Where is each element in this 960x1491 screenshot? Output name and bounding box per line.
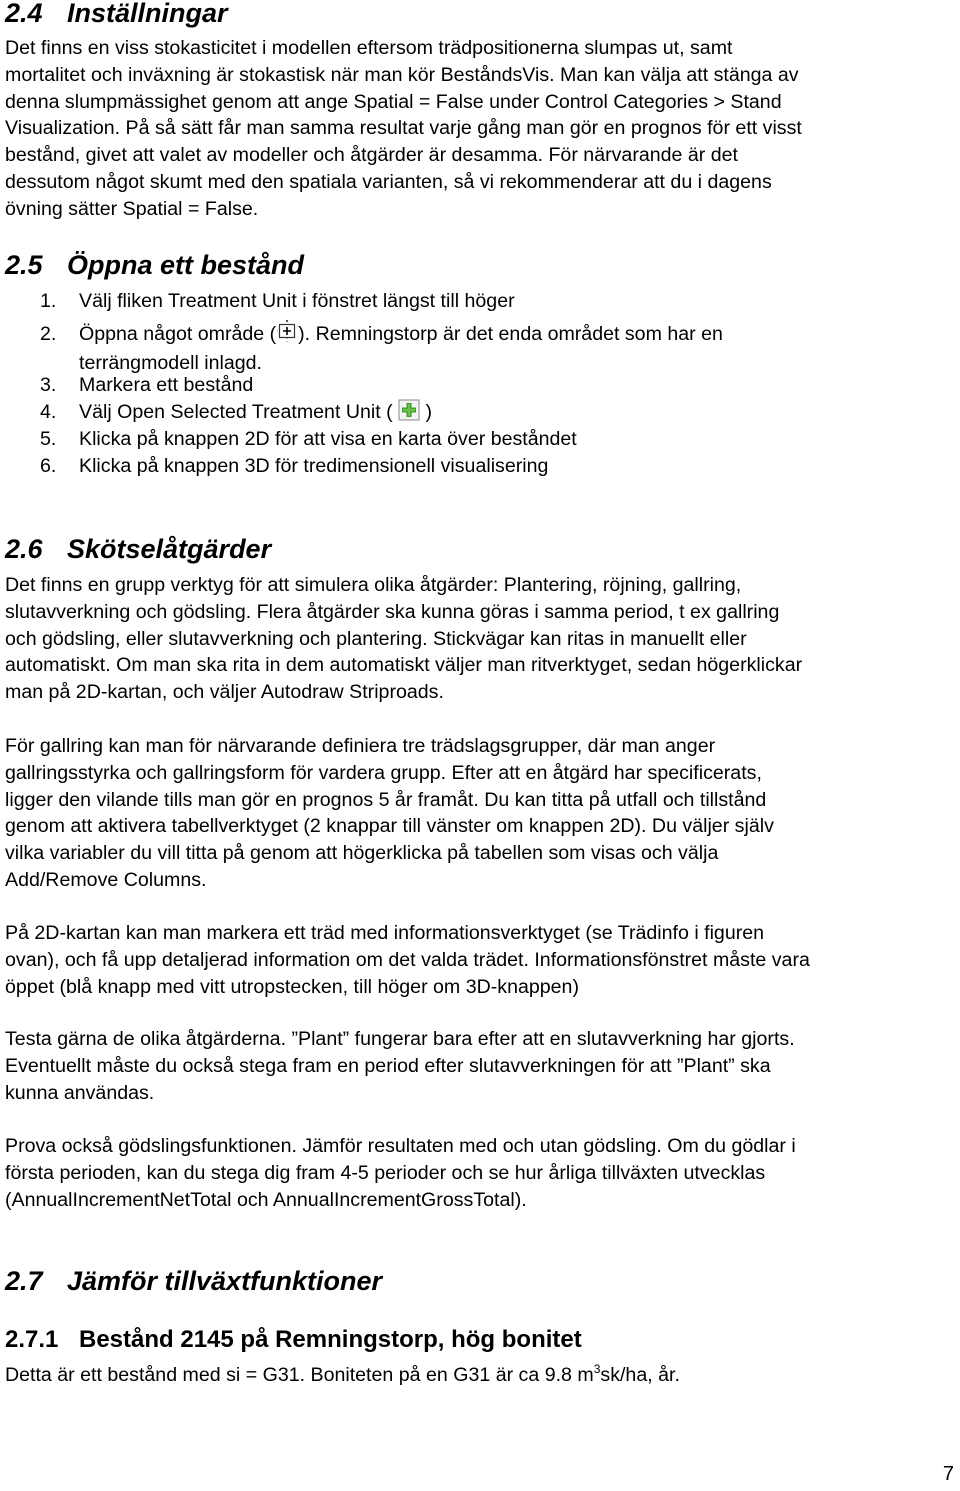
list-item: 5. Klicka på knappen 2D för att visa en karta över beståndet [40,428,577,450]
paragraph-plant: Testa gärna de olika åtgärderna. ”Plant” fungerar bara efter att en slutavverkning har gjorts. Eventuellt måste du också stega fram en period efter slutavverkningen för att ”Plant” ska kunna användas. [5,1028,795,1104]
list-item: 3. Markera ett bestånd [40,374,254,396]
expand-tree-icon [276,319,298,350]
heading-2-7-1: 2.7.1 Bestånd 2145 på Remningstorp, hög bonitet [5,1326,582,1353]
list-item: 2. Öppna något område ( ). Remningstorp är det enda området som har en terrängmodell inlagd. [40,319,723,376]
paragraph-stand-2145: Detta är ett bestånd med si = G31. Boniteten på en G31 är ca 9.8 $m^3sk/ha$, år. [5,1362,680,1386]
paragraph-fertilization: Prova också gödslingsfunktionen. Jämför resultaten med och utan gödsling. Om du gödlar i första perioden, kan du stega dig fram 4-5 perioder och se hur årliga tillväxten utvecklas (AnnualIncrementNetTotal och AnnualIncrementGrossTotal). [5,1135,796,1211]
paragraph-treatments: Det finns en grupp verktyg för att simulera olika åtgärder: Plantering, röjning, gallring, slutavverkning och gödsling. Flera åtgärder ska kunna göras i samma period, t ex gallring och gödsling, eller slutavverkning och plantering. Stickvägar kan ritas in manuellt eller automatiskt. Om man ska rita in dem automatiskt väljer man ritverktyget, sedan högerklickar man på 2D-kartan, och väljer Autodraw Striproads. [5,574,803,704]
heading-2-4: 2.4 Inställningar [5,0,228,28]
list-item: 1. Välj fliken Treatment Unit i fönstret längst till höger [40,290,515,312]
list-item: 6. Klicka på knappen 3D för tredimensionell visualisering [40,455,549,477]
page-number: 7 [942,1463,954,1485]
paragraph-settings: Det finns en viss stokasticitet i modellen eftersom trädpositionerna slumpas ut, samt mortalitet och inväxning är stokastisk när man kör BeståndsVis. Man kan välja att stänga av denna slumpmässighet genom att ange Spatial = False under Control Categories > Stand Visualization. På så sätt får man samma resultat varje gång man gör en prognos för ett visst bestånd, givet att valet av modeller och åtgärder är desamma. För närvarande är det dessutom något skumt med den spatiala varianten, så vi rekommenderar att du i dagens övning sätter Spatial = False. [5,37,802,220]
heading-2-6: 2.6 Skötselåtgärder [5,534,272,564]
heading-2-7: 2.7 Jämför tillväxtfunktioner [5,1266,383,1296]
list-item: 4. Välj Open Selected Treatment Unit ( ) [40,399,432,428]
green-plus-icon [398,399,420,428]
paragraph-tree-info: På 2D-kartan kan man markera ett träd med informationsverktyget (se Trädinfo i figuren ovan), och få upp detaljerad information om det valda trädet. Informationsfönstret måste vara öppet (blå knapp med vitt utropstecken, till höger om 3D-knappen) [5,922,810,998]
paragraph-thinning: För gallring kan man för närvarande definiera tre trädslagsgrupper, där man anger gallringsstyrka och gallringsform för vardera grupp. Efter att en åtgärd har specificerats, ligger den vilande tills man gör en prognos 5 år framåt. Du kan titta på utfall och tillstånd genom att aktivera tabellverktyget (2 knappar till vänster om knappen 2D). Du väljer själv vilka variabler du vill titta på genom att högerklicka på tabellen som visas och välja Add/Remove Columns. [5,735,774,891]
heading-2-5: 2.5 Öppna ett bestånd [5,250,305,280]
